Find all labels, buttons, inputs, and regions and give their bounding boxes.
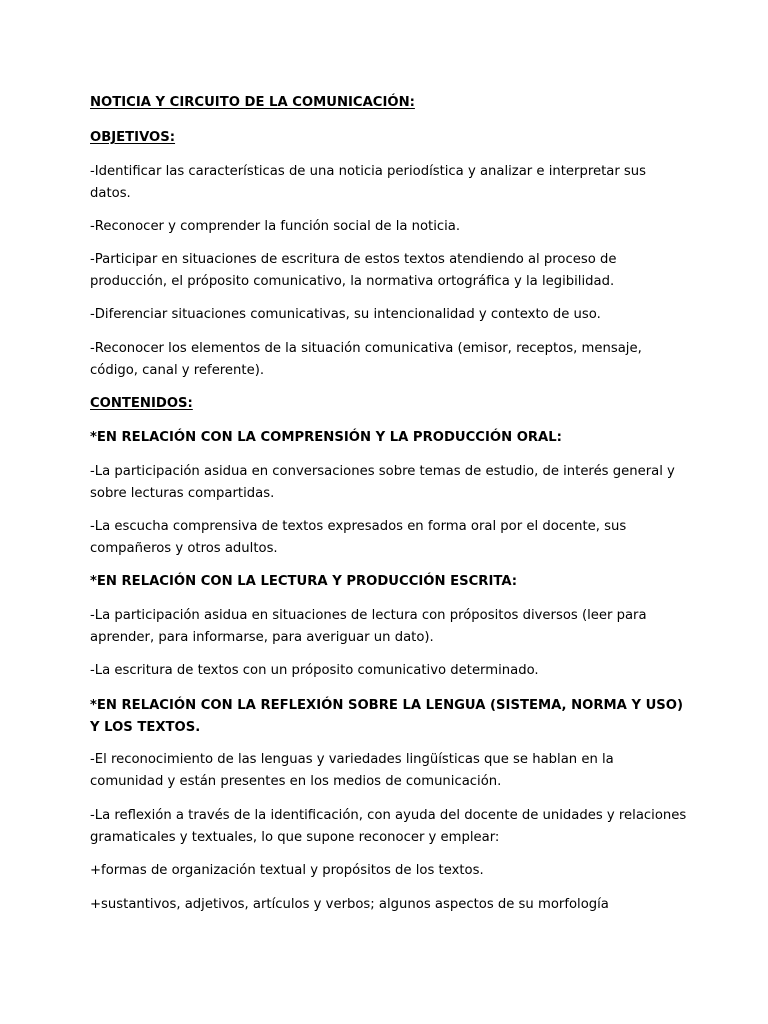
objetivo-item: -Diferenciar situaciones comunicativas, su intencionalidad y contexto de uso. xyxy=(90,307,601,322)
content-item: -La escucha comprensiva de textos expresados en forma oral por el docente, sus compañeros y otros adultos. xyxy=(90,519,627,556)
contenidos-heading: CONTENIDOS: xyxy=(90,396,193,411)
section-heading-reflexion: *EN RELACIÓN CON LA REFLEXIÓN SOBRE LA LENGUA (SISTEMA, NORMA Y USO) Y LOS TEXTOS. xyxy=(90,698,684,735)
objetivo-item: -Participar en situaciones de escritura de estos textos atendiendo al proceso de producción, el próposito comunicativo, la normativa ortográfica y la legibilidad. xyxy=(90,252,617,289)
objetivos-heading: OBJETIVOS: xyxy=(90,130,176,145)
objetivo-item: -Identificar las características de una noticia periodística y analizar e interpretar sus datos. xyxy=(90,164,647,201)
content-item: +sustantivos, adjetivos, artículos y verbos; algunos aspectos de su morfología xyxy=(90,897,609,912)
content-item: -El reconocimiento de las lenguas y variedades lingüísticas que se hablan en la comunidad y están presentes en los medios de comunicación. xyxy=(90,752,614,789)
content-item: -La participación asidua en situaciones de lectura con própositos diversos (leer para aprender, para informarse, para averiguar un dato). xyxy=(90,608,647,645)
document-title: NOTICIA Y CIRCUITO DE LA COMUNICACIÓN: xyxy=(90,95,415,110)
section-heading-oral: *EN RELACIÓN CON LA COMPRENSIÓN Y LA PRODUCCIÓN ORAL: xyxy=(90,430,562,445)
objetivo-item: -Reconocer y comprender la función social de la noticia. xyxy=(90,219,461,234)
content-item: -La participación asidua en conversaciones sobre temas de estudio, de interés general y sobre lecturas compartidas. xyxy=(90,464,675,501)
content-item: -La reflexión a través de la identificación, con ayuda del docente de unidades y relaciones gramaticales y textuales, lo que supone reconocer y emplear: xyxy=(90,808,687,845)
objetivo-item: -Reconocer los elementos de la situación comunicativa (emisor, receptos, mensaje, código, canal y referente). xyxy=(90,341,642,378)
content-item: +formas de organización textual y propósitos de los textos. xyxy=(90,863,484,878)
section-heading-escrita: *EN RELACIÓN CON LA LECTURA Y PRODUCCIÓN ESCRITA: xyxy=(90,574,518,589)
content-item: -La escritura de textos con un próposito comunicativo determinado. xyxy=(90,663,539,678)
